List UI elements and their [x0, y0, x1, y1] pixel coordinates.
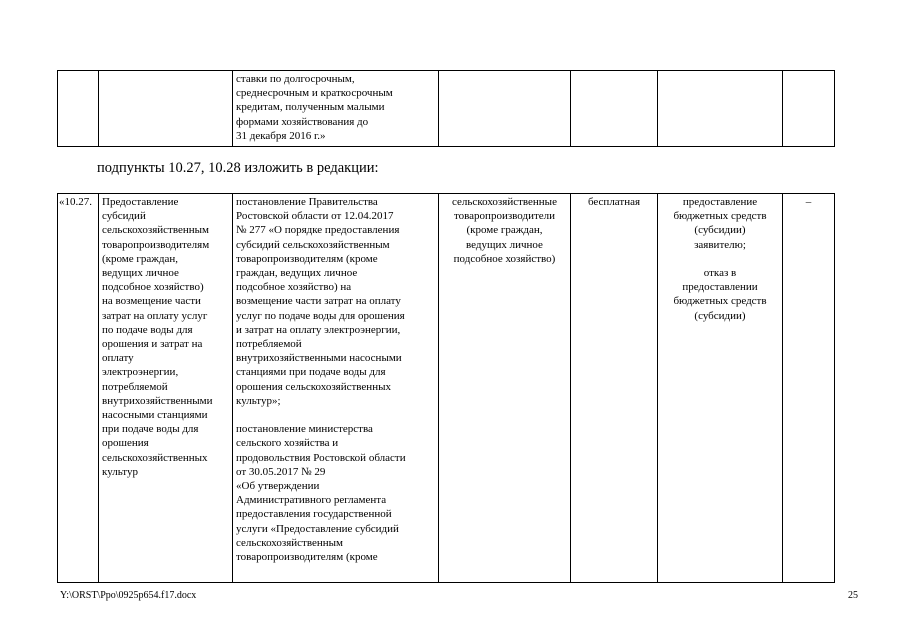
- cell-number: [58, 71, 99, 147]
- table-row: [58, 194, 835, 583]
- cell-service-name: [99, 71, 233, 147]
- cell-recipient: [439, 71, 571, 147]
- cell-extra: –: [783, 194, 835, 583]
- cell-payment: [571, 71, 658, 147]
- cell-extra: [783, 71, 835, 147]
- cell-legal-basis: постановление Правительства Ростовской области от 12.04.2017 № 277 «О порядке предоставления субсидий сельскохозяйственным товаропроизводителям (кроме граждан, ведущих личное подсобное хозяйство) на возмещение части затрат на оплату услуг по подаче воды для орошения и затрат на оплату электроэнергии, потребляемой внутрихозяйственными насосными станциями при подаче воды для орошения сельскохозяйственных культур»; постановление министерства сельского хозяйства и продовольствия Ростовской области от 30.05.2017 № 29 «Об утверждении Административного регламента предоставления государственной услуги «Предоставление субсидий сельскохозяйственным товаропроизводителям (кроме: [233, 194, 439, 583]
- cell-service-name: Предоставление субсидий сельскохозяйственным товаропроизводителям (кроме граждан, ведущих личное подсобное хозяйство) на возмещение части затрат на оплату услуг по подаче воды для орошения и затрат на оплату электроэнергии, потребляемой внутрихозяйственными насосными станциями при подаче воды для орошения сельскохозяйственных культур: [99, 194, 233, 583]
- continued-table: [57, 70, 835, 147]
- services-table: [57, 193, 835, 583]
- footer-file-path: Y:\ORST\Ppo\0925p654.f17.docx: [60, 590, 197, 601]
- page-number: 25: [848, 590, 858, 601]
- cell-number: «10.27.: [58, 194, 99, 583]
- amendment-heading: подпункты 10.27, 10.28 изложить в редакции:: [97, 160, 379, 176]
- cell-recipient: сельскохозяйственные товаропроизводители (кроме граждан, ведущих личное подсобное хозяйство): [439, 194, 571, 583]
- table-row: [58, 71, 835, 147]
- cell-legal-basis: ставки по долгосрочным, среднесрочным и краткосрочным кредитам, полученным малыми формами хозяйствования до 31 декабря 2016 г.»: [233, 71, 439, 147]
- cell-result: [658, 71, 783, 147]
- cell-payment: бесплатная: [571, 194, 658, 583]
- cell-result: предоставление бюджетных средств (субсидии) заявителю; отказ в предоставлении бюджетных средств (субсидии): [658, 194, 783, 583]
